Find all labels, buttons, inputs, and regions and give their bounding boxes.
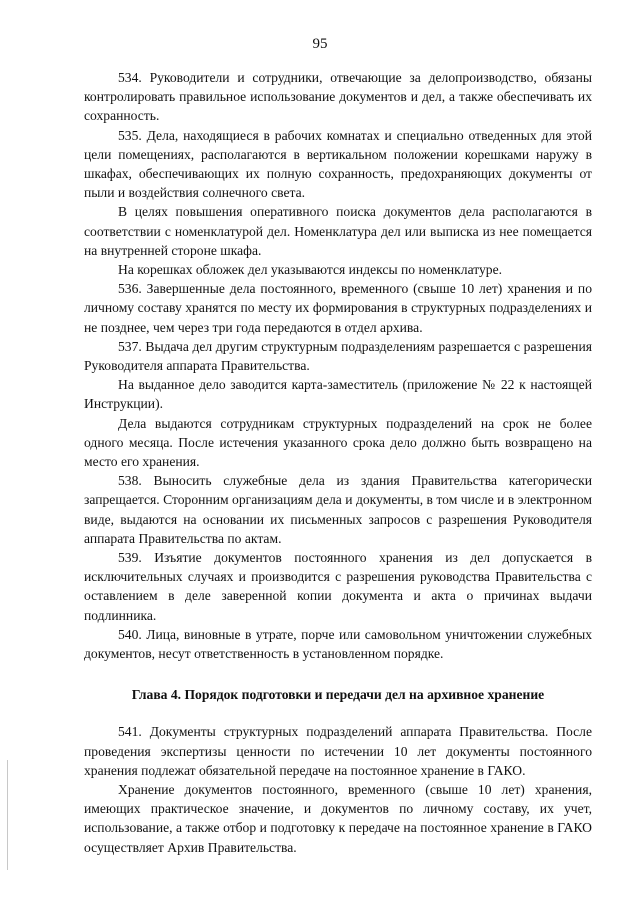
paragraph-541: 541. Документы структурных подразделений аппарата Правительства. После проведения экспертизы ценности по истечении 10 лет документы постоянного хранения подлежат обязательной передаче на постоянное хранение в ГАКО.: [84, 724, 592, 778]
paragraph-536: 536. Завершенные дела постоянного, временного (свыше 10 лет) хранения и по личному составу хранятся по месту их формирования в структурных подразделениях и не позднее, чем через три года передаются в отдел архива.: [84, 281, 592, 335]
paragraph-541-storage: Хранение документов постоянного, временного (свыше 10 лет) хранения, имеющих практическое значение, и документов по личному составу, их учет, использование, а также отбор и подготовку к передаче на постоянное хранение в ГАКО осуществляет Архив Правительства.: [84, 781, 592, 855]
paragraph-540: 540. Лица, виновные в утрате, порче или самовольном уничтожении служебных документов, несут ответственность в установленном порядке.: [84, 626, 592, 662]
paragraph-534: 534. Руководители и сотрудники, отвечающие за делопроизводство, обязаны контролировать правильное использование документов и дел, а также обеспечивать их сохранность.: [84, 70, 592, 124]
paragraph-539: 539. Изъятие документов постоянного хранения из дел допускается в исключительных случаях и производится с разрешения руководства Правительства с оставлением в деле заверенной копии документа и акта о причинах выдачи подлинника.: [84, 550, 592, 623]
paragraph-537-card: На выданное дело заводится карта-заместитель (приложение № 22 к настоящей Инструкции).: [84, 377, 592, 412]
paragraph-538: 538. Выносить служебные дела из здания Правительства категорически запрещается. Сторонним организациям дела и документы, в том числе и в электронном виде, выдаются на основании их письменных запросов с разрешения Руководителя аппарата Правительства по актам.: [84, 473, 592, 546]
scan-margin-mark: [7, 760, 8, 870]
paragraph-537: 537. Выдача дел другим структурным подразделениям разрешается с разрешения Руководителя аппарата Правительства.: [84, 338, 592, 374]
chapter-heading: Глава 4. Порядок подготовки и передачи дел на архивное хранение: [131, 687, 545, 703]
paragraph-537-term: Дела выдаются сотрудникам структурных подразделений на срок не более одного месяца. После истечения указанного срока дело должно быть возвращено на место его хранения.: [84, 415, 592, 470]
paragraph-535-search: В целях повышения оперативного поиска документов дела располагаются в соответствии с номенклатурой дел. Номенклатура дел или выписка из нее помещается на внутренней стороне шкафа.: [84, 204, 592, 258]
document-body: [84, 68, 592, 857]
paragraph-535-spines: На корешках обложек дел указываются индексы по номенклатуре.: [118, 262, 503, 278]
paragraph-535: 535. Дела, находящиеся в рабочих комнатах и специально отведенных для этой цели помещениях, располагаются в вертикальном положении корешками наружу в шкафах, обеспечивающих их полную сохранность, предохраняющих документы от пыли и воздействия солнечного света.: [84, 127, 592, 201]
page-number: 95: [312, 36, 328, 52]
